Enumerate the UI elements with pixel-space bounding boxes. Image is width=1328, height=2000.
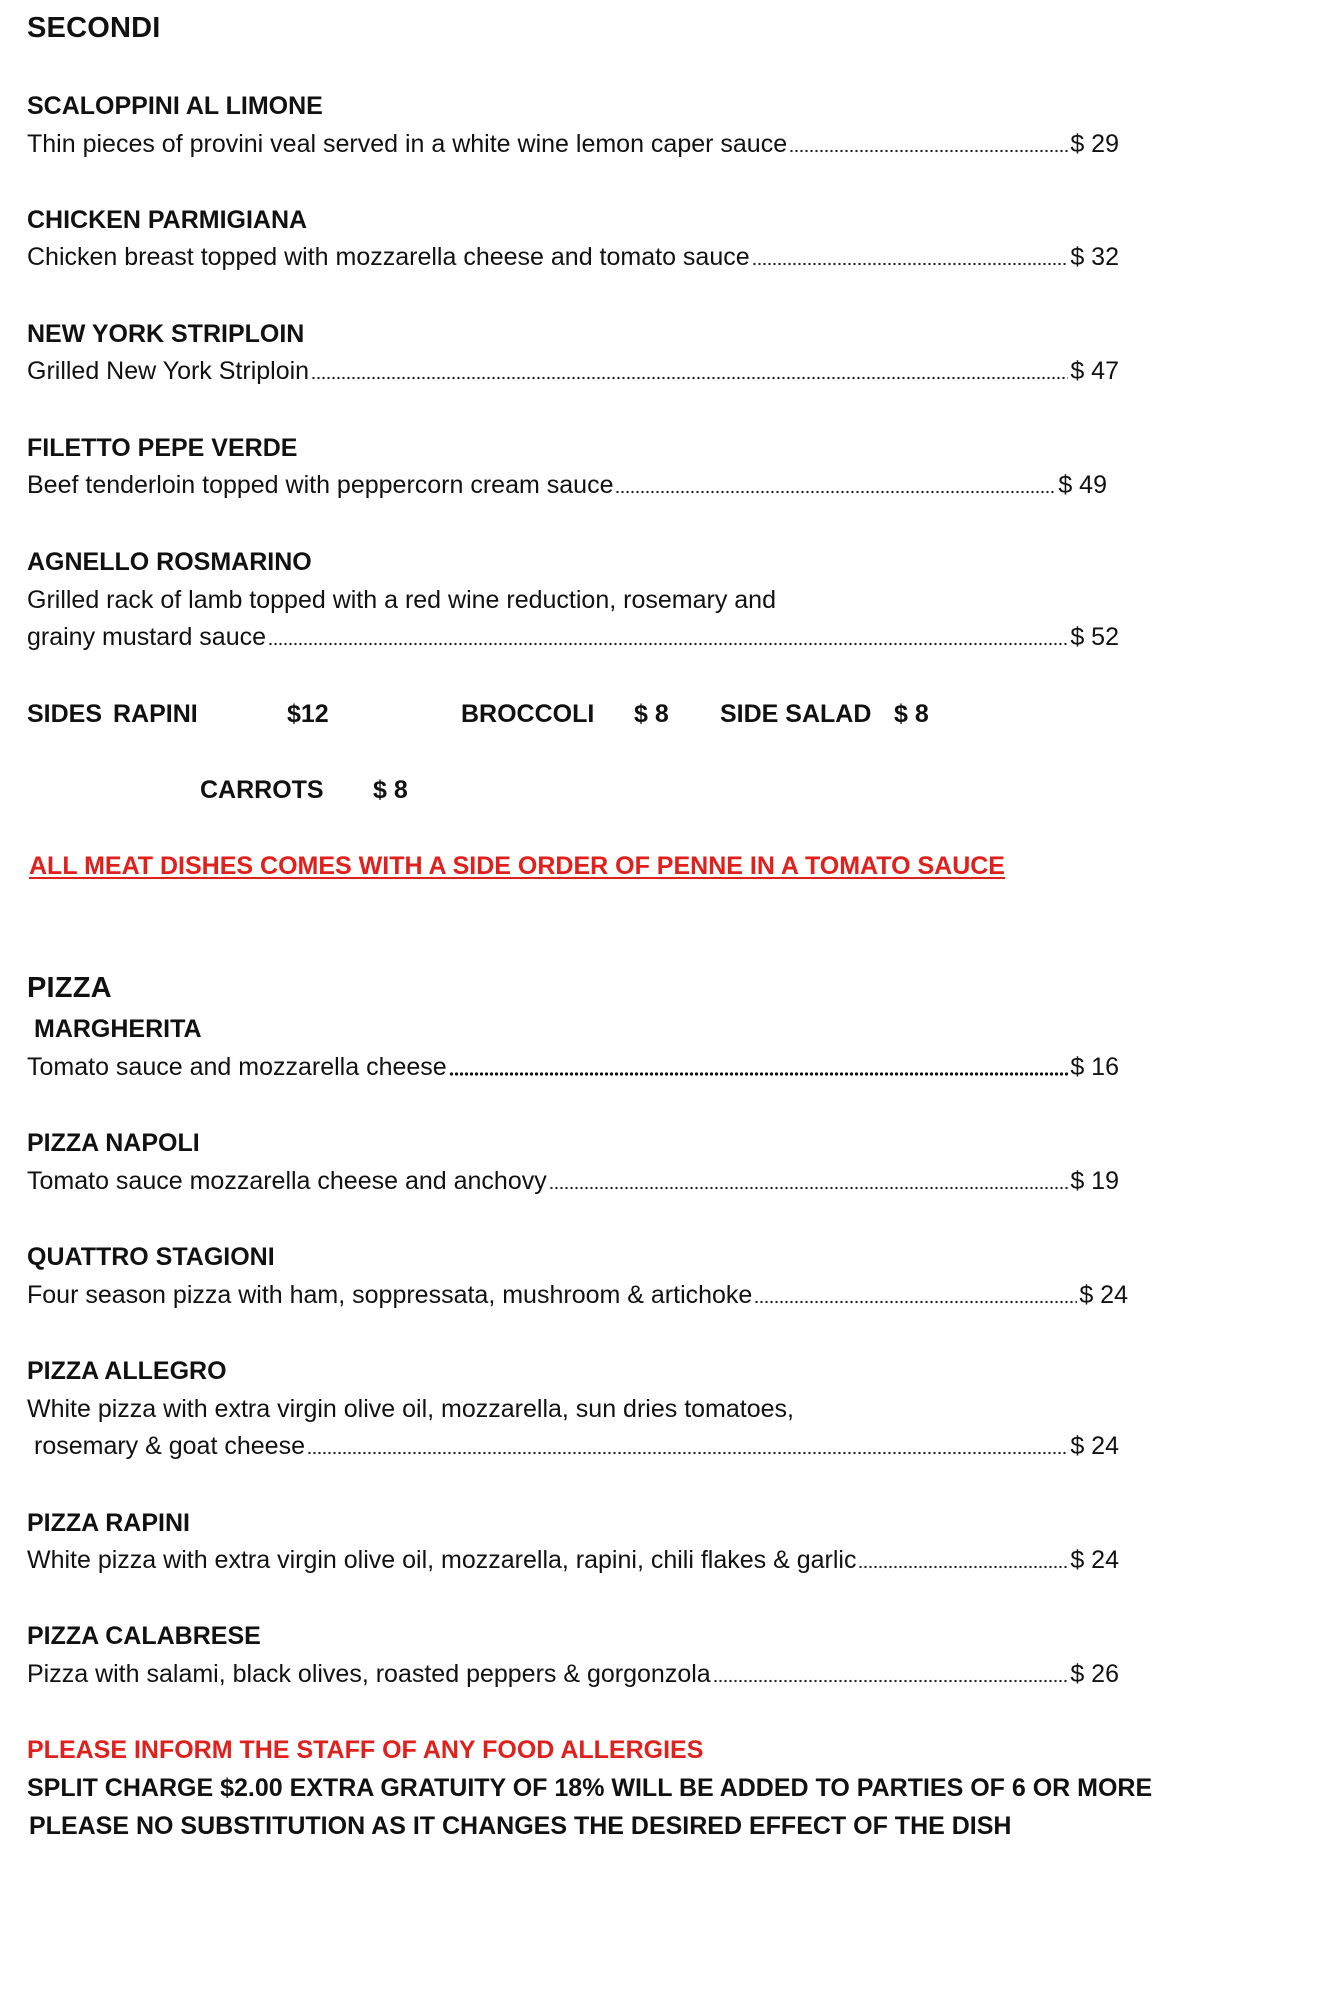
item-price: $ 16 xyxy=(1070,1053,1119,1081)
dot-leader xyxy=(449,1072,1069,1076)
dot-leader xyxy=(858,1565,1068,1569)
item-line-pizza-calabrese xyxy=(27,1660,1119,1689)
item-price: $ 24 xyxy=(1070,1432,1119,1460)
section-title-secondi: SECONDI xyxy=(27,12,161,44)
side-broccoli: BROCCOLI xyxy=(461,700,595,728)
item-price: $ 32 xyxy=(1070,243,1119,271)
item-name-pizza-allegro: PIZZA ALLEGRO xyxy=(27,1357,227,1385)
item-price: $ 19 xyxy=(1070,1167,1119,1195)
item-desc: Four season pizza with ham, soppressata, mushroom & artichoke xyxy=(27,1281,753,1309)
dot-leader xyxy=(789,149,1068,153)
item-desc: Thin pieces of provini veal served in a white wine lemon caper sauce xyxy=(27,130,788,158)
item-name-chicken-parmigiana: CHICKEN PARMIGIANA xyxy=(27,206,308,234)
side-salad: SIDE SALAD xyxy=(720,700,872,728)
dot-leader xyxy=(754,1300,1077,1304)
item-price: $ 24 xyxy=(1070,1546,1119,1574)
item-name-margherita: MARGHERITA xyxy=(34,1015,202,1043)
item-line-new-york-striploin xyxy=(27,357,1119,386)
item-desc: Chicken breast topped with mozzarella cheese and tomato sauce xyxy=(27,243,750,271)
item-price: $ 24 xyxy=(1079,1281,1128,1309)
item-price: $ 49 xyxy=(1058,471,1107,499)
sides-label: SIDES xyxy=(27,700,103,728)
side-salad-price: $ 8 xyxy=(894,700,929,728)
item-line-pizza-rapini xyxy=(27,1546,1119,1575)
item-name-quattro-stagioni: QUATTRO STAGIONI xyxy=(27,1243,275,1271)
side-rapini: RAPINI xyxy=(113,700,198,728)
item-name-filetto-pepe-verde: FILETTO PEPE VERDE xyxy=(27,434,298,462)
item-price: $ 52 xyxy=(1070,623,1119,651)
item-line-filetto-pepe-verde xyxy=(27,471,1107,500)
item-price: $ 26 xyxy=(1070,1660,1119,1688)
item-name-new-york-striploin: NEW YORK STRIPLOIN xyxy=(27,320,305,348)
item-desc: rosemary & goat cheese xyxy=(34,1432,305,1460)
item-line-agnello-rosmarino xyxy=(27,623,1119,652)
item-name-pizza-calabrese: PIZZA CALABRESE xyxy=(27,1622,261,1650)
item-line-margherita xyxy=(27,1053,1119,1082)
item-desc: Grilled New York Striploin xyxy=(27,357,310,385)
split-charge-notice: SPLIT CHARGE $2.00 EXTRA GRATUITY OF 18% WILL BE ADDED TO PARTIES OF 6 OR MORE xyxy=(27,1774,1153,1802)
dot-leader xyxy=(311,376,1068,380)
allergy-notice: PLEASE INFORM THE STAFF OF ANY FOOD ALLERGIES xyxy=(27,1736,704,1764)
item-name-pizza-napoli: PIZZA NAPOLI xyxy=(27,1129,200,1157)
dot-leader xyxy=(752,262,1069,266)
item-price: $ 29 xyxy=(1070,130,1119,158)
item-desc: grainy mustard sauce xyxy=(27,623,267,651)
item-desc: Tomato sauce mozzarella cheese and anchovy xyxy=(27,1167,547,1195)
side-rapini-price: $12 xyxy=(287,700,329,728)
item-name-pizza-rapini: PIZZA RAPINI xyxy=(27,1509,190,1537)
section-title-pizza: PIZZA xyxy=(27,972,112,1004)
side-carrots-price: $ 8 xyxy=(373,776,408,804)
item-desc: White pizza with extra virgin olive oil, mozzarella, rapini, chili flakes & garlic xyxy=(27,1546,857,1574)
item-desc: Tomato sauce and mozzarella cheese xyxy=(27,1053,447,1081)
dot-leader xyxy=(307,1451,1068,1455)
item-desc: Pizza with salami, black olives, roasted peppers & gorgonzola xyxy=(27,1660,711,1688)
item-name-scaloppini: SCALOPPINI AL LIMONE xyxy=(27,92,323,120)
side-broccoli-price: $ 8 xyxy=(634,700,669,728)
item-line-pizza-napoli xyxy=(27,1167,1119,1196)
item-line-pizza-allegro xyxy=(34,1432,1119,1461)
item-desc: Beef tenderloin topped with peppercorn cream sauce xyxy=(27,471,614,499)
item-desc-line1: White pizza with extra virgin olive oil, mozzarella, sun dries tomatoes, xyxy=(27,1395,794,1423)
item-line-quattro-stagioni xyxy=(27,1281,1128,1310)
dot-leader xyxy=(713,1679,1069,1683)
substitution-notice: PLEASE NO SUBSTITUTION AS IT CHANGES THE DESIRED EFFECT OF THE DISH xyxy=(29,1812,1012,1840)
item-line-scaloppini xyxy=(27,130,1119,159)
side-carrots: CARROTS xyxy=(200,776,324,804)
item-desc-line1: Grilled rack of lamb topped with a red wine reduction, rosemary and xyxy=(27,586,776,614)
meat-dishes-notice: ALL MEAT DISHES COMES WITH A SIDE ORDER OF PENNE IN A TOMATO SAUCE xyxy=(29,852,1005,880)
dot-leader xyxy=(268,642,1068,646)
dot-leader xyxy=(615,490,1056,494)
item-line-chicken-parmigiana xyxy=(27,243,1119,272)
item-name-agnello-rosmarino: AGNELLO ROSMARINO xyxy=(27,548,312,576)
item-price: $ 47 xyxy=(1070,357,1119,385)
dot-leader xyxy=(549,1186,1069,1190)
